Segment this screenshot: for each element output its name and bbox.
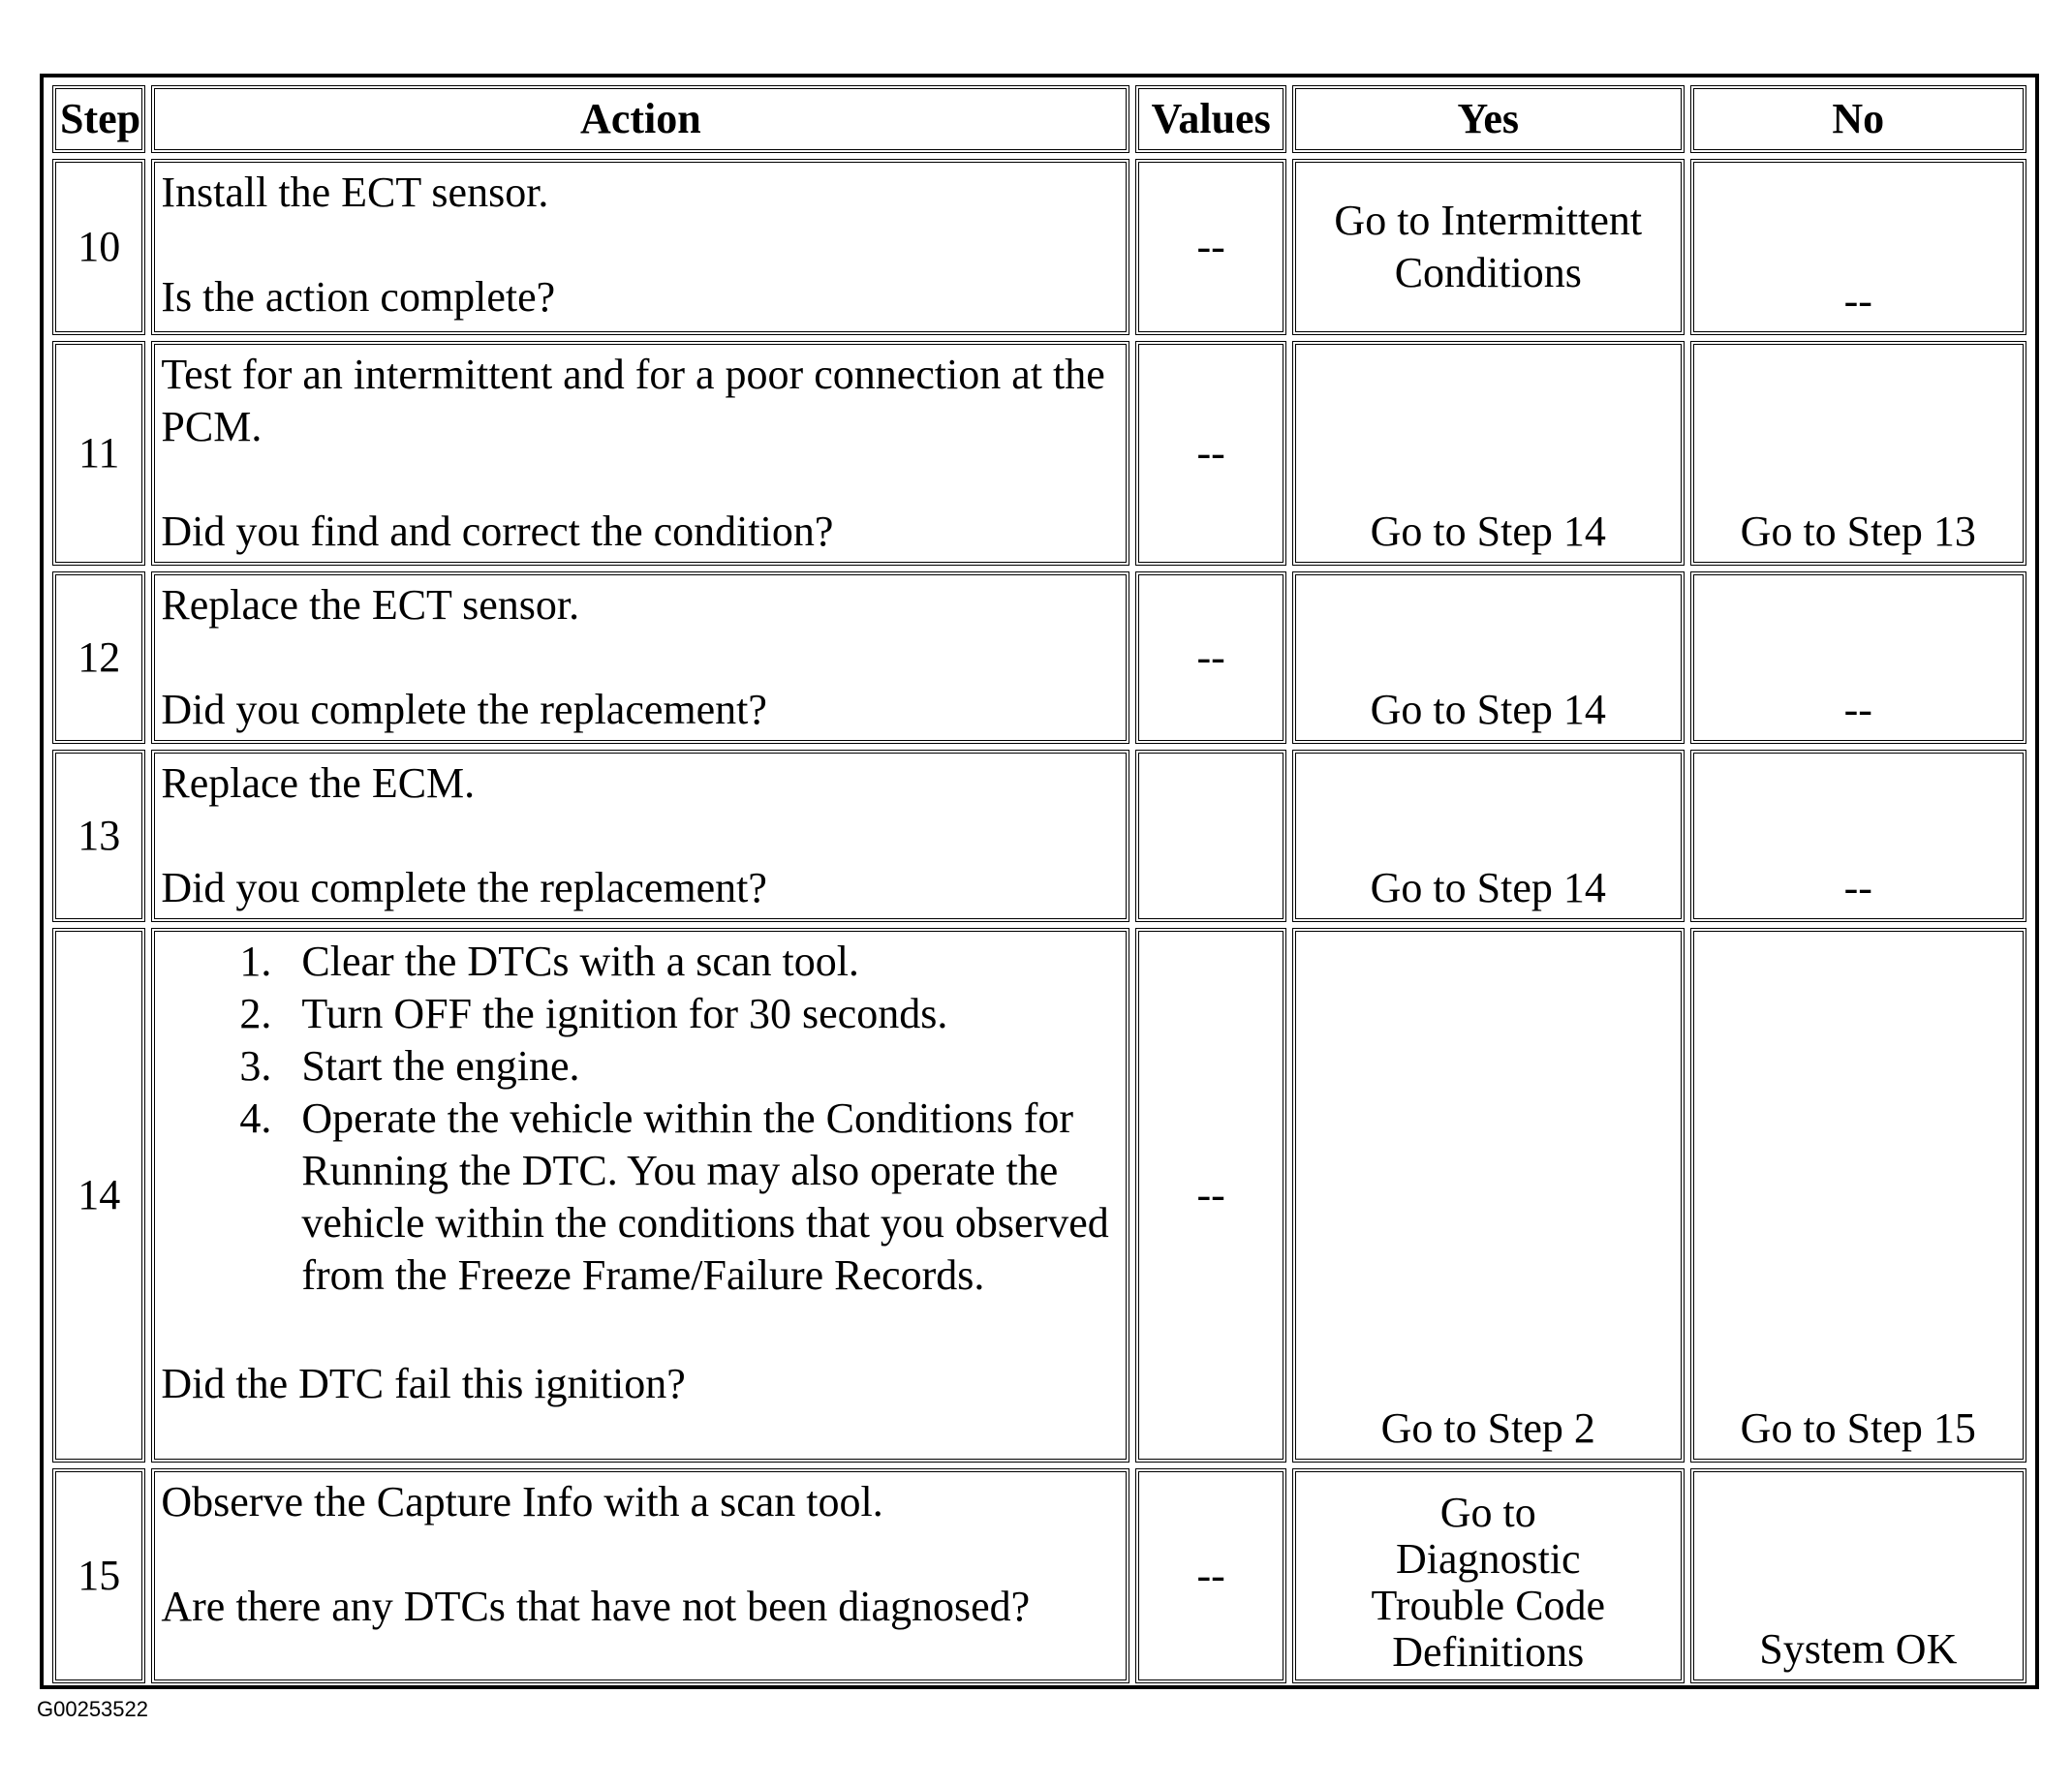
header-yes: Yes bbox=[1292, 85, 1685, 153]
yes-text: Go to Diagnostic Trouble Code Definitions bbox=[1371, 1489, 1606, 1676]
action-cell bbox=[151, 928, 1129, 1463]
header-values: Values bbox=[1135, 85, 1286, 153]
table-row bbox=[52, 341, 2026, 566]
action-instruction: Install the ECT sensor. bbox=[161, 169, 549, 216]
yes-cell bbox=[1292, 1468, 1685, 1683]
step-number: 15 bbox=[52, 1468, 145, 1683]
action-question: Did the DTC fail this ignition? bbox=[161, 1360, 686, 1407]
table-row bbox=[52, 571, 2026, 744]
action-question: Did you complete the replacement? bbox=[161, 686, 767, 733]
header-row bbox=[52, 85, 2026, 153]
values-cell bbox=[1135, 750, 1286, 922]
yes-cell: Go to Step 14 bbox=[1292, 571, 1685, 744]
yes-text: Go to Intermittent Conditions bbox=[1334, 197, 1643, 296]
diagnostic-table bbox=[46, 79, 2032, 1689]
list-item: 1. Clear the DTCs with a scan tool. bbox=[282, 936, 1120, 988]
action-instruction: Replace the ECT sensor. bbox=[161, 581, 580, 629]
values-cell: -- bbox=[1135, 571, 1286, 744]
action-cell bbox=[151, 571, 1129, 744]
header-step: Step bbox=[52, 85, 145, 153]
no-cell: Go to Step 13 bbox=[1690, 341, 2026, 566]
step-number: 11 bbox=[52, 341, 145, 566]
action-question: Are there any DTCs that have not been diagnosed? bbox=[161, 1583, 1031, 1630]
yes-cell: Go to Step 2 bbox=[1292, 928, 1685, 1463]
action-cell bbox=[151, 159, 1129, 335]
values-cell: -- bbox=[1135, 159, 1286, 335]
yes-cell: Go to Step 14 bbox=[1292, 750, 1685, 922]
yes-cell bbox=[1292, 159, 1685, 335]
action-question: Did you find and correct the condition? bbox=[161, 508, 834, 555]
header-no: No bbox=[1690, 85, 2026, 153]
step-number: 10 bbox=[52, 159, 145, 335]
action-cell bbox=[151, 341, 1129, 566]
no-cell: Go to Step 15 bbox=[1690, 928, 2026, 1463]
list-item: 4. Operate the vehicle within the Conditions for Running the DTC. You may also operate the vehicle within the conditions that you observed from the Freeze Frame/Failure Records. bbox=[282, 1093, 1120, 1302]
action-cell bbox=[151, 1468, 1129, 1683]
yes-cell: Go to Step 14 bbox=[1292, 341, 1685, 566]
values-cell: -- bbox=[1135, 341, 1286, 566]
step-number: 12 bbox=[52, 571, 145, 744]
action-question: Did you complete the replacement? bbox=[161, 864, 767, 911]
action-instruction: Replace the ECM. bbox=[161, 759, 476, 807]
action-cell bbox=[151, 750, 1129, 922]
table-row bbox=[52, 928, 2026, 1463]
action-instruction: Test for an intermittent and for a poor connection at the PCM. bbox=[161, 351, 1105, 450]
list-item: 3. Start the engine. bbox=[282, 1040, 1120, 1093]
figure-id-label: G00253522 bbox=[37, 1697, 148, 1721]
table-row bbox=[52, 159, 2026, 335]
action-steps-list bbox=[161, 936, 1120, 1302]
values-cell: -- bbox=[1135, 1468, 1286, 1683]
no-cell: -- bbox=[1690, 571, 2026, 744]
no-cell: -- bbox=[1690, 159, 2026, 335]
table-row bbox=[52, 1468, 2026, 1683]
values-cell: -- bbox=[1135, 928, 1286, 1463]
step-number: 14 bbox=[52, 928, 145, 1463]
step-number: 13 bbox=[52, 750, 145, 922]
no-cell: -- bbox=[1690, 750, 2026, 922]
table-row bbox=[52, 750, 2026, 922]
header-action: Action bbox=[151, 85, 1129, 153]
no-cell: System OK bbox=[1690, 1468, 2026, 1683]
action-instruction: Observe the Capture Info with a scan tool. bbox=[161, 1478, 883, 1525]
list-item: 2. Turn OFF the ignition for 30 seconds. bbox=[282, 988, 1120, 1040]
action-question: Is the action complete? bbox=[161, 273, 556, 321]
